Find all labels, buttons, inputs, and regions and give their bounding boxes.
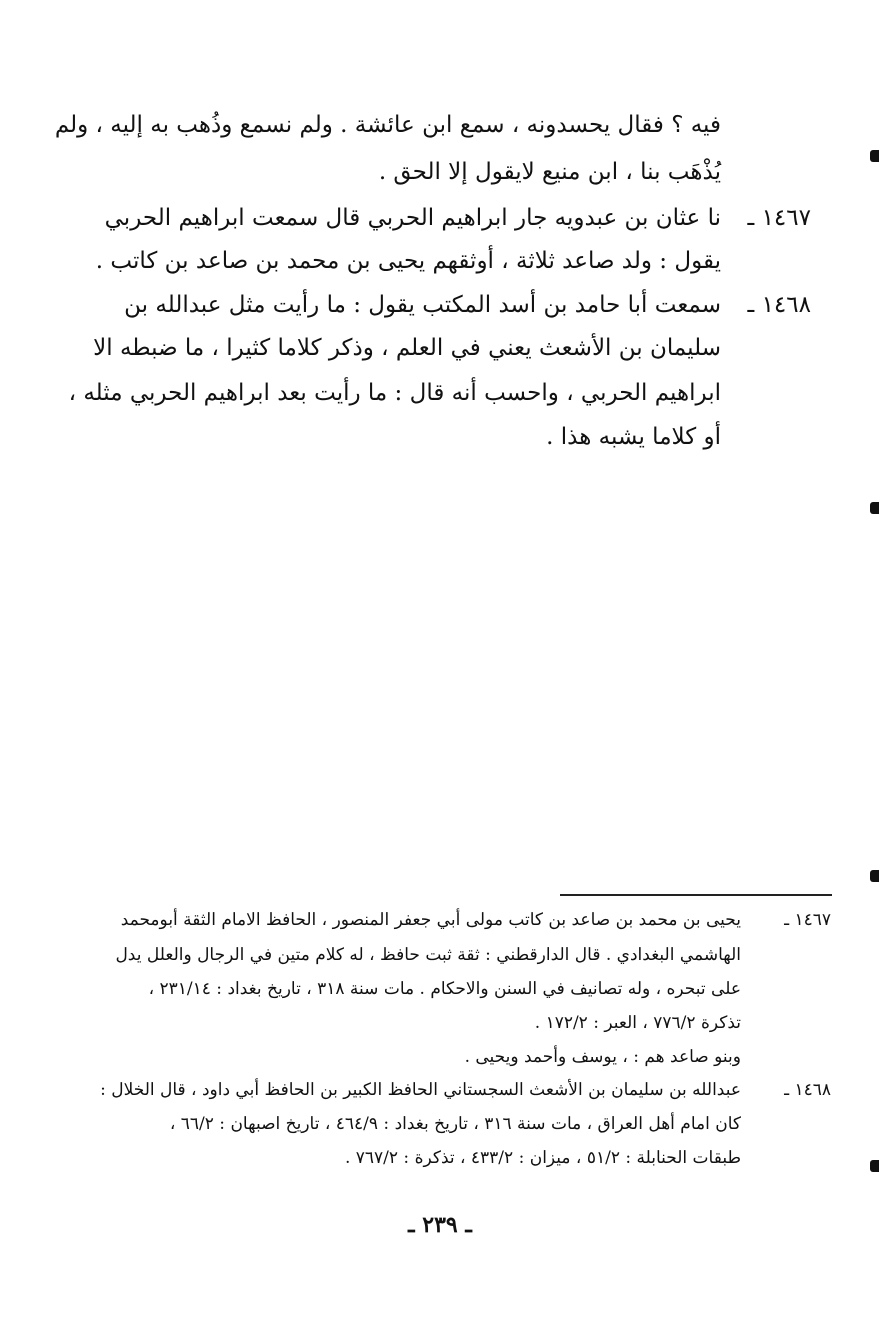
footnote-1468-line-3: [0, 1141, 879, 1175]
footnote-1467-line-5: [0, 1040, 879, 1074]
scan-edge-mark: [870, 150, 879, 162]
entry-text: نا عثان بن عبدويه جار ابراهيم الحربي قال سمعت ابراهيم الحربي: [104, 205, 721, 231]
entry-1467-line-2: [0, 238, 879, 284]
footnote-text: الهاشمي البغدادي . قال الدارقطني : ثقة ثبت حافظ ، له كلام متين في الرجال والعلل يدل: [115, 945, 741, 965]
entry-number: ١٤٦٨ ـ: [747, 292, 811, 318]
scan-edge-mark: [870, 502, 879, 514]
footnote-text: تذكرة ٧٧٦/٢ ، العبر : ١٧٢/٢ .: [534, 1013, 741, 1033]
footnote-text: على تبحره ، وله تصانيف في السنن والاحكام . مات سنة ٣١٨ ، تاريخ بغداد : ٢٣١/١٤ ،: [148, 979, 741, 999]
footnote-1467-line-4: [0, 1006, 879, 1040]
footnote-1467-line-2: [0, 938, 879, 972]
page-number: ـ ٢٣٩ ـ: [408, 1212, 472, 1238]
footnote-text: وبنو صاعد هم : ، يوسف وأحمد ويحيى .: [464, 1047, 741, 1067]
footnote-1468-line-2: [0, 1107, 879, 1141]
entry-text: سمعت أبا حامد بن أسد المكتب يقول : ما رأيت مثل عبدالله بن: [124, 292, 721, 318]
intro-line-2: يُذْهَب بنا ، ابن منيع لايقول إلا الحق .: [378, 159, 721, 185]
footnote-number: ١٤٦٨ ـ: [784, 1080, 831, 1100]
intro-line-1: فيه ؟ فقال يحسدونه ، سمع ابن عائشة . ولم نسمع وذُهب به إليه ، ولم: [54, 112, 721, 138]
entry-text: يقول : ولد صاعد ثلاثة ، أوثقهم يحيى بن محمد بن صاعد بن كاتب .: [95, 248, 721, 274]
footnote-text: يحيى بن محمد بن صاعد بن كاتب مولى أبي جعفر المنصور ، الحافظ الامام الثقة أبومحمد: [120, 910, 741, 930]
entry-1468-line-3: [0, 370, 879, 416]
entry-1468-line-2: [0, 325, 879, 371]
scan-edge-mark: [870, 870, 879, 882]
footnote-1467-line-1: [0, 903, 879, 937]
footnote-separator: [560, 894, 832, 896]
entry-text: ابراهيم الحربي ، واحسب أنه قال : ما رأيت بعد ابراهيم الحربي مثله ،: [68, 380, 721, 406]
main-text-line: [0, 149, 879, 195]
entry-text: أو كلاما يشبه هذا .: [546, 424, 721, 450]
footnote-1468-line-1: [0, 1073, 879, 1107]
footnote-text: عبدالله بن سليمان بن الأشعث السجستاني الحافظ الكبير بن الحافظ أبي داود ، قال الخلال :: [100, 1080, 741, 1100]
scan-edge-mark: [870, 1160, 879, 1172]
entry-1468-line-1: [0, 282, 879, 328]
entry-number: ١٤٦٧ ـ: [747, 205, 811, 231]
footnote-1467-line-3: [0, 972, 879, 1006]
entry-text: سليمان بن الأشعث يعني في العلم ، وذكر كلاما كثيرا ، ما ضبطه الا: [93, 335, 721, 361]
footnote-number: ١٤٦٧ ـ: [784, 910, 831, 930]
entry-1467-line-1: [0, 195, 879, 241]
entry-1468-line-4: [0, 414, 879, 460]
footnote-text: كان امام أهل العراق ، مات سنة ٣١٦ ، تاريخ بغداد : ٤٦٤/٩ ، تاريخ اصبهان : ٦٦/٢ ،: [169, 1114, 741, 1134]
main-text-line: [0, 102, 879, 148]
footnote-text: طبقات الحنابلة : ٥١/٢ ، ميزان : ٤٣٣/٢ ، تذكرة : ٧٦٧/٢ .: [344, 1148, 741, 1168]
